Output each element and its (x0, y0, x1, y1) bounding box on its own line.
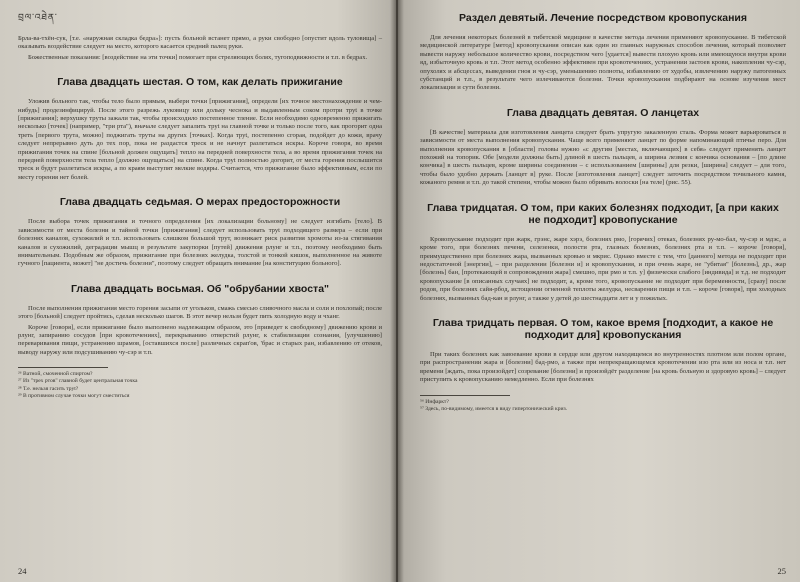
chapter-26-paragraph: Уложив больного так, чтобы тело было прямым, выбери точки [прижигания], определи [их точное местонахождение и чем-нибудь] продезинфицируй. После этого разрежь луковицу или дольку чеснока и выдавленным соком протри труt в точке [прижигания]; верхушку труты зажали так, чтобы происходило постепенное тление. Если необходимо одновременно прижигать несколько [точек] (например, "три ртa"), вначале следует запалить труt на главной точке и только после того, как прогорит одна треть [первого трута, можно] поджигать труты на других [точках]. Когда труt, постепенно сгорая, подойдет до кожи, врачу следует непрерывно дуть до тех пор, пока не раздастся треск и не начнут разлетаться искры. Короче говоря, во время прижигания точек на спине [больной должен ощущать] тепло на передней поверхности тела, а во время прижигания точек на передней поверхности тела тепло [должно ощущаться] на спине. Когда труt полностью догорит, от места горения послышится треск и будут разлетаться искры, а по краям выступят мелкие водяры. Считается, что прижигание было эффективным, если по месту горения нет болей. (18, 98, 382, 181)
footnote: ⁵⁶ Инфаркт? (420, 398, 449, 405)
intro-paragraph: Брла-ва-тхён-сук, [т.е. «наружная складка бедра»]: пусть больной встанет прямо, а руки свободно [опустит вдоль туловища] – оказывать воздействие следует на место, которого касается средний палец руки. (18, 35, 382, 51)
footnote-divider (420, 395, 510, 396)
book-gutter-shadow (390, 0, 404, 582)
section-9-title: Раздел девятый. Лечение посредством кровопускания (458, 12, 747, 24)
chapter-31-paragraph: При таких болезнях как завоевание крови в сердце или другом находящемся во внутренностях плотном или полом органе, при распространении жара и [болезни] бад-рмо, а также при непрекращающемся кровотечении изо рта или из носа и т.п. нет времени [ждать, пока произойдет] созревание [болезни] и произойдёт разделение [на кровь больную и здоровую кровь] – следует приступить к кровопусканию немедленно. Если при болезнях (420, 350, 786, 384)
tibetan-heading: བྲལ་འཐེན་ (18, 12, 58, 22)
chapter-30-title: Глава тридцатая. О том, при каких болезнях подходит, [а при каких не подходит] кровопускание (427, 201, 779, 226)
chapter-29-title: Глава двадцать девятая. О ланцетах (506, 106, 700, 119)
chapter-28-paragraph: Короче [говоря], если прижигание было выполнено надлежащим образом, это [приведет к свободному] движению крови и рлунг, запиранию сосудов [при кровотечениях], перекрыванию отверстий рлунг, к стабилизации сознания, [улучшению] переваривания пищи, устранению шрамов, [оставшихся после] различных скрап'ов, 'брас и старых ран, избавлению от отеков, выводу наружу или подсушиванию чу-сэр и т.п. (18, 323, 382, 356)
chapter-31-title: Глава тридцать первая. О том, какое время [подходит, а какое не подходит для] кровопускания (432, 316, 774, 341)
chapter-28-paragraph: После выполнения прижигания место горения засыпи от угольков, смажь смесью сливочного масла и соли и похлопай; после этого [больной] следует пройтись, сделав несколько шагов. В этот вечер нельзя будет пить холодную воду и чханг. (18, 304, 382, 321)
footnote: ²⁶ Ватной, смоченной спиртом? (18, 371, 93, 378)
page-number-left: 24 (18, 566, 27, 576)
chapter-28-title: Глава двадцать восьмая. Об "обрубании хвоста" (70, 282, 330, 295)
chapter-27-title: Глава двадцать седьмая. О мерах предосторожности (59, 196, 341, 209)
footnote: ²⁸ Т.е. нельзя гасить труt? (18, 385, 79, 392)
footnote: ²⁹ В противном случае точки могут сместиться (18, 392, 130, 399)
chapter-27-paragraph: После выбора точек прижигания и точного определения [их локализации больному] не следует изгибать [тело]. В зависимости от места болезни и тайной точки [прижигания] следует использовать труt подходящего размера – если при болезнях каналов, сухожилий и т.п. использовать слишком большой трут, возникает риск развития хромоты из-за стягивания каналов и сухожилий, деградации мышц в результате закупорки [путей] движения рлунг и т.п., поэтому необходимо быть внимательным. Подобным же образом, прижигание при болезнях желудка, толстой и тонкой кишок, выполненное на животе гучного [пациента, может] "не достичь болезни", поэтому следует обращать внимание [на конституцию больного]. (18, 218, 382, 268)
footnote: ⁵⁷ Здесь, по-видимому, имеется в виду гипертонический криз. (420, 405, 568, 412)
left-page (0, 0, 396, 582)
chapter-26-title: Глава двадцать шестая. О том, как делать прижигание (57, 76, 343, 89)
intro-paragraph: Божественные показания: [воздействие на эти точки] помогает при стреляющих болях, тугоподвижности и т.п. в бедрах. (28, 53, 368, 61)
footnote-divider (18, 367, 108, 368)
chapter-30-paragraph: Кровопускание подходит при жарк, грэнс, жаре хэрэ, болезнях рмo, [горячих] отеках, болезнях ру-мо-бал, чу-сэр и мдэс, а кроме того, при болезнях печени, селезенки, полости рта, глазных болезнях, болезнях рта и т.п. – короче [говоря], преимущественно при болезнях жара, вызванных кровью и мкрис. Однако вместе с тем, что [данного] метода не подходит при недостаточной [энергии], – при разделении [болезни и] и кровопускания, и при очень жаре, не "убитая" [болезнь], др., жар [болезнь] бан, [протекающей в сопровождении жара] смешно, при рмо и т.п. у] физически слабого [индивида] и т.д. не подходит кровопускание [в описанных случаях] не подходит, а, кроме того, кровопускание не подходит при беременности, [сразу] после родов, при болезнях сайя-рбoд, истощении огненной теплоты желудка, несварении пищи и т.п. – короче [говоря], при холодных болезнях, вызванных бад-кан и рлунг, а также у детей до шестнадцати лет и у пожилых. (420, 235, 786, 302)
page-number-right: 25 (777, 566, 786, 576)
footnote: ²⁷ Из "трех ртов" главной будет центральная точка (18, 378, 138, 385)
right-page (398, 0, 800, 582)
section-9-paragraph: Для лечения некоторых болезней в тибетской медицине в качестве метода лечения применяют кровопускание. В тибетской медицинской литературе [метод] кровопускания описан как один из главных наружных способов лечения, который позволяет вывести наружу небольшое количество крови, посредством чего [удается] вывести плохую кровь или имеющуюся внутри крови яд, избыточную кровь и т.п. Этот метод особенно эффективен при кровотечениях, устранении застоев крови, накоплении чу-сэр, опухолях и абсцессах, выведении гноя и чу-сэр, уменьшению полноты, избавлению от худобы, извлечению наружу патогенных субстанций и т.п., в результате чего излечиваются болезни. Точки кровопускания подбирают на основе изучения мест локализации и сути болезни. (420, 34, 786, 92)
chapter-29-paragraph: [В качестве] материала для изготовления ланцета следует брать упругую закаленную сталь. Форма может варьироваться в зависимости от места выполнения кровопускания. Чаще всего применяют ланцет по форме напоминающий птичье перо. Для выполнения кровопускания в [области] головы нужно «с другим [местах, включающих] в себя» следует применять ланцет похожий на топорик. Обе [модели должны быть] длиной в шесть пальцев, а ширина лезвия с кончика основания – [по длине кончика] в шесть пальцев, кроме ширины соединения – с использованием [ширины] для резки, [ширина] следует – для того, чтобы было удобно держать [ланцет в] руке. После [изготовления ланцет] следует заточить посредством точильного камня, кожаного ремня и т.п. до такой степени, чтобы можно было обривать волоски [на теле] (рис. 55). (420, 128, 786, 187)
